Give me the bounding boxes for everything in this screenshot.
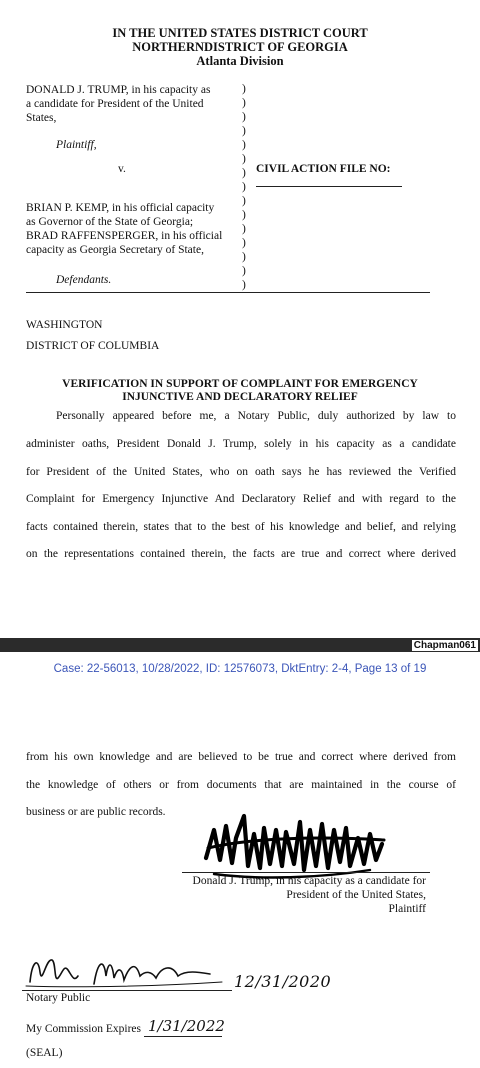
body-paragraph-line: the knowledge of others or from documents that are maintained in the course of bbox=[26, 779, 456, 791]
defendant-line1: BRIAN P. KEMP, in his official capacity bbox=[26, 202, 215, 214]
signature-title: President of the United States, bbox=[286, 889, 426, 901]
civil-action-number-line bbox=[256, 186, 402, 187]
defendant-line2: as Governor of the State of Georgia; bbox=[26, 216, 194, 228]
venue-district: DISTRICT OF COLUMBIA bbox=[26, 340, 160, 352]
defendant-role: Defendants. bbox=[56, 274, 112, 286]
court-division: Atlanta Division bbox=[196, 54, 284, 68]
plaintiff-role: Plaintiff, bbox=[56, 139, 97, 151]
case-header: Case: 22-56013, 10/28/2022, ID: 12576073, DktEntry: 2-4, Page 13 of 19 bbox=[53, 663, 427, 675]
commission-label: My Commission Expires bbox=[26, 1023, 142, 1035]
venue-city: WASHINGTON bbox=[26, 319, 103, 331]
caption-parentheses: ) ) ) ) ) ) ) ) ) ) ) ) ) ) ) bbox=[242, 83, 246, 291]
signature-line bbox=[182, 872, 430, 873]
body-paragraph-line: on the representations contained therein, the facts are true and correct where derived bbox=[26, 548, 456, 560]
plaintiff-line3: States, bbox=[26, 112, 57, 124]
signature-role: Plaintiff bbox=[388, 903, 426, 915]
body-paragraph-line: facts contained therein, states that to the best of his knowledge and belief, and relying bbox=[26, 521, 456, 533]
body-paragraph-line: Personally appeared before me, a Notary Public, duly authorized by law to bbox=[56, 410, 456, 422]
commission-date-line bbox=[144, 1036, 222, 1037]
civil-action-label: CIVIL ACTION FILE NO: bbox=[256, 163, 391, 175]
defendant-line4: capacity as Georgia Secretary of State, bbox=[26, 244, 204, 256]
notary-label: Notary Public bbox=[26, 992, 91, 1004]
body-paragraph-line: administer oaths, President Donald J. Trump, solely in his capacity as a candidate bbox=[26, 438, 456, 450]
court-name-line1: IN THE UNITED STATES DISTRICT COURT bbox=[112, 26, 368, 40]
notary-date-handwritten: 12/31/2020 bbox=[234, 972, 332, 991]
defendant-line3: BRAD RAFFENSPERGER, in his official bbox=[26, 230, 223, 242]
body-paragraph-line: for President of the United States, who on oath says he has reviewed the Verified bbox=[26, 466, 456, 478]
plaintiff-line2: a candidate for President of the United bbox=[26, 98, 204, 110]
body-paragraph-last-line: business or are public records. bbox=[26, 806, 166, 818]
plaintiff-name: DONALD J. TRUMP, in his capacity as bbox=[26, 84, 211, 96]
commission-date-handwritten: 1/31/2022 bbox=[148, 1017, 225, 1035]
seal-label: (SEAL) bbox=[26, 1047, 63, 1059]
signature-name: Donald J. Trump, in his capacity as a candidate for bbox=[192, 875, 426, 887]
caption-bottom-rule bbox=[26, 292, 430, 293]
verification-title-line2: INJUNCTIVE AND DECLARATORY RELIEF bbox=[122, 391, 358, 403]
body-paragraph-line: from his own knowledge and are believed to be true and correct where derived from bbox=[26, 751, 456, 763]
court-name-line2: NORTHERNDISTRICT OF GEORGIA bbox=[132, 40, 348, 54]
verification-title-line1: VERIFICATION IN SUPPORT OF COMPLAINT FOR EMERGENCY bbox=[62, 378, 418, 390]
versus: v. bbox=[118, 163, 126, 175]
bates-stamp: Chapman061 bbox=[413, 640, 476, 651]
body-paragraph-line: Complaint for Emergency Injunctive And Declaratory Relief and with regard to the bbox=[26, 493, 456, 505]
notary-signature bbox=[22, 952, 232, 992]
page-divider bbox=[0, 638, 480, 652]
